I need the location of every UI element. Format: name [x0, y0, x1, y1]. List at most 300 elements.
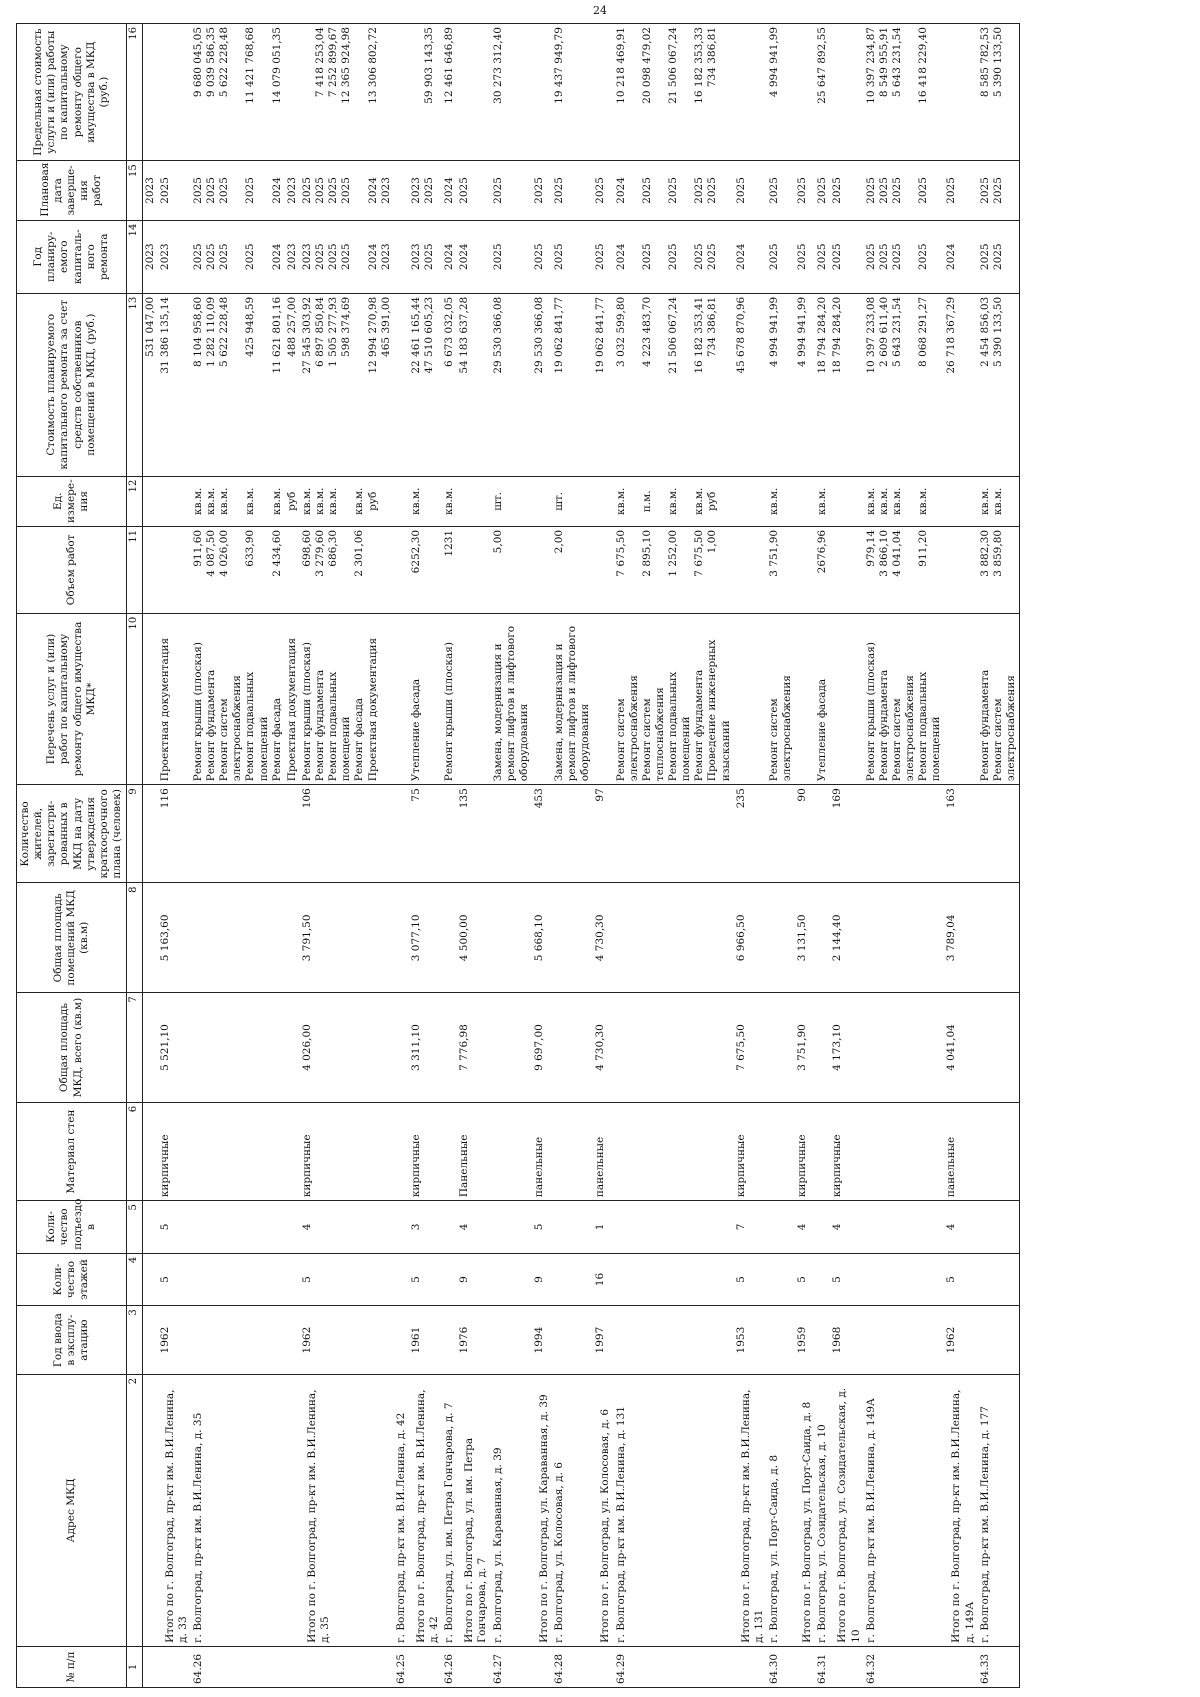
cell-n: 64.32 — [864, 1646, 945, 1687]
cell-work — [142, 613, 158, 784]
cell-line — [231, 297, 244, 473]
column-number-12: 12 — [127, 476, 143, 526]
cell-ent — [442, 1201, 457, 1254]
cell-yr — [142, 1306, 158, 1375]
cell-cost — [491, 293, 532, 476]
cell-fl: 5 — [734, 1253, 767, 1306]
cell-line: кв.м. — [443, 487, 456, 515]
cell-vol — [830, 526, 863, 613]
cell-line: 2025 — [917, 243, 930, 271]
cell-line: 22 461 165,44 — [409, 296, 422, 374]
cell-work — [457, 613, 490, 784]
cell-fl: 5 — [830, 1253, 863, 1306]
cell-addr: г. Волгоград, пр-кт им. В.И.Ленина, д. 42 — [394, 1374, 409, 1646]
cell-y14 — [552, 220, 593, 293]
column-number-5: 5 — [127, 1201, 143, 1254]
cell-vol — [394, 526, 409, 613]
cell-unit — [552, 476, 593, 526]
cell-pa: 2 144,40 — [830, 883, 863, 993]
cell-line: 7 675,50 — [614, 529, 627, 577]
cell-line: 12 365 924,98 — [340, 27, 353, 104]
cell-line: 5 643 231,54 — [890, 296, 903, 367]
cell-y14 — [457, 220, 490, 293]
cell-res — [285, 785, 300, 883]
cell-cost — [442, 293, 457, 476]
cell-line: кв.м. — [314, 487, 326, 515]
column-header-15: Плановая дата заверше-ния работ — [17, 161, 127, 220]
cell-ent: 4 — [457, 1201, 490, 1254]
cell-line: 2025 — [553, 177, 565, 204]
cell-res — [978, 785, 1020, 883]
cell-line: 2025 — [864, 177, 877, 204]
cell-line — [231, 224, 244, 290]
cell-ta — [614, 993, 734, 1103]
cell-ta — [442, 993, 457, 1103]
cell-fl — [142, 1253, 158, 1306]
cell-lim — [158, 24, 191, 161]
cell-y14 — [593, 220, 613, 293]
cell-n: 64.26 — [191, 1646, 285, 1687]
cell-unit — [815, 476, 830, 526]
cell-line: 2025 — [532, 243, 545, 271]
cell-unit — [864, 476, 945, 526]
cell-cost — [795, 293, 815, 476]
cell-work — [944, 613, 977, 784]
cell-ta: 4 041,04 — [944, 993, 977, 1103]
cell-cost — [978, 293, 1020, 476]
cell-vol — [815, 526, 830, 613]
cell-line: 2024 — [443, 243, 456, 271]
cell-ent: 5 — [158, 1201, 191, 1254]
cell-yr: 1976 — [457, 1306, 490, 1375]
cell-line — [654, 224, 667, 290]
cell-line — [904, 297, 917, 473]
cell-line: 2025 — [314, 177, 326, 204]
cell-line: 2 609 611,40 — [877, 296, 890, 367]
column-header-13: Стоимость планируемого капитального ремонта за счет средств собственников помещений в МКД, (руб.) — [17, 293, 127, 476]
cell-line: 2025 — [864, 243, 877, 271]
column-header-7: Общая площадь МКД, всего (кв.м) — [17, 993, 127, 1103]
cell-ta — [285, 993, 300, 1103]
cell-yr — [442, 1306, 457, 1375]
cell-line: 9 680 045,05 — [191, 27, 204, 98]
cell-y14 — [158, 220, 191, 293]
cell-mat — [142, 1102, 158, 1200]
cell-addr: г. Волгоград, ул. Колосовая, д. 6 — [552, 1374, 593, 1646]
cell-fl: 5 — [944, 1253, 977, 1306]
total-row — [944, 24, 977, 1688]
cell-line: 1231 — [443, 529, 456, 557]
cell-line — [680, 480, 693, 523]
cell-yr — [394, 1306, 409, 1375]
work-item: Ремонт подвальных помещений — [917, 671, 943, 782]
cell-n: 64.30 — [767, 1646, 795, 1687]
cell-mat — [864, 1102, 945, 1200]
cell-vol — [491, 526, 532, 613]
cell-line: 6 897 850,84 — [314, 296, 326, 367]
cell-line: 2023 — [143, 177, 156, 204]
cell-y14 — [394, 220, 409, 293]
cell-line: 4 087,50 — [205, 529, 217, 577]
cell-line: кв.м. — [327, 487, 340, 515]
cell-line: 20 098 479,02 — [640, 27, 653, 104]
cell-fl: 5 — [409, 1253, 442, 1306]
cell-res: 106 — [300, 785, 394, 883]
cell-work — [158, 613, 191, 784]
cell-line — [904, 530, 917, 610]
cell-line — [258, 480, 271, 523]
work-item: Замена, модернизация и ремонт лифтов и лифтового оборудования — [553, 625, 592, 782]
cell-addr: Итого по г. Волгоград, ул. им. Петра Гончарова, д. 7 — [457, 1374, 490, 1646]
cell-line: 2025 — [491, 177, 504, 204]
column-header-14: Год планиру-емого капиталь-ного ремонта — [17, 220, 127, 293]
cell-mat: панельные — [944, 1102, 977, 1200]
cell-mat: кирпичные — [734, 1102, 767, 1200]
cell-line: 2025 — [340, 177, 353, 204]
cell-line: 13 306 802,72 — [366, 27, 379, 104]
cell-line: 4 994 941,99 — [767, 27, 780, 98]
cell-mat: кирпичные — [409, 1102, 442, 1200]
page-number: 24 — [593, 4, 607, 17]
cell-n — [532, 1646, 552, 1687]
cell-addr: г. Волгоград, пр-кт им. В.И.Ленина, д. 149А — [864, 1374, 945, 1646]
cell-line: 2025 — [205, 243, 217, 271]
cell-yr — [285, 1306, 300, 1375]
cell-ent: 3 — [409, 1201, 442, 1254]
cell-line: 2025 — [978, 243, 991, 271]
cell-line: 4 026,00 — [218, 529, 231, 577]
cell-pa — [767, 883, 795, 993]
cell-line: кв.м. — [864, 487, 877, 515]
cell-res — [491, 785, 532, 883]
cell-y14 — [442, 220, 457, 293]
cell-line: 45 678 870,96 — [734, 296, 747, 374]
column-number-16: 16 — [127, 24, 143, 161]
cell-n — [944, 1646, 977, 1687]
work-item: Ремонт крыши (плоская) — [191, 642, 204, 782]
cell-pa — [552, 883, 593, 993]
cell-line: 10 397 234,87 — [864, 27, 877, 104]
cell-yr: 1962 — [944, 1306, 977, 1375]
table-body — [142, 24, 1020, 1688]
column-header-1: № п/п — [17, 1646, 127, 1687]
cell-work — [815, 613, 830, 784]
cell-line: 698,60 — [300, 529, 313, 567]
cell-line: 2025 — [423, 177, 435, 204]
cell-line: 12 994 270,98 — [366, 296, 379, 374]
cell-line: кв.м. — [767, 487, 780, 515]
cell-vol — [532, 526, 552, 613]
work-item: Ремонт систем электроснабжения — [991, 675, 1017, 782]
cell-cost — [142, 293, 158, 476]
cell-line: 11 621 801,16 — [270, 296, 283, 374]
cell-yr: 1959 — [795, 1306, 815, 1375]
cell-lim — [767, 24, 795, 161]
cell-line: 25 647 892,55 — [816, 27, 829, 104]
cell-unit — [442, 476, 457, 526]
cell-line: кв.м. — [300, 487, 313, 515]
cell-fl — [442, 1253, 457, 1306]
cell-line: 31 386 135,14 — [158, 296, 171, 374]
cell-line: 4 041,04 — [890, 529, 903, 577]
column-number-3: 3 — [127, 1306, 143, 1375]
cell-line: 911,60 — [191, 529, 204, 567]
table-row — [442, 24, 457, 1688]
cell-yr — [978, 1306, 1020, 1375]
cell-addr: Итого по г. Волгоград, пр-кт им. В.И.Ленина, д. 149А — [944, 1374, 977, 1646]
cell-line: 7 252 899,67 — [327, 27, 340, 98]
cell-vol — [285, 526, 300, 613]
cell-mat — [552, 1102, 593, 1200]
cell-line: 2025 — [640, 243, 653, 271]
cell-vol — [767, 526, 795, 613]
cell-line: 2025 — [816, 177, 829, 204]
cell-yr: 1968 — [830, 1306, 863, 1375]
cell-line: 7 675,50 — [693, 529, 706, 577]
cell-n — [830, 1646, 863, 1687]
cell-n: 64.33 — [978, 1646, 1020, 1687]
cell-line: 2025 — [978, 177, 991, 204]
cell-line: 2 895,10 — [640, 529, 653, 577]
table-row — [864, 24, 945, 1688]
cell-line — [904, 480, 917, 523]
cell-line — [628, 530, 641, 610]
cell-y15 — [491, 161, 532, 220]
cell-line: 2025 — [553, 243, 565, 271]
cell-res: 116 — [158, 785, 191, 883]
cell-line: 2023 — [285, 177, 298, 204]
cell-cost — [394, 293, 409, 476]
cell-ent — [864, 1201, 945, 1254]
cell-cost — [532, 293, 552, 476]
cell-line: 2025 — [218, 177, 231, 204]
cell-line: 2023 — [143, 243, 156, 271]
cell-yr: 1994 — [532, 1306, 552, 1375]
total-row — [532, 24, 552, 1688]
cell-line: 2025 — [327, 243, 340, 271]
cell-line: 2025 — [594, 243, 607, 271]
cell-line — [904, 224, 917, 290]
cell-mat — [394, 1102, 409, 1200]
cell-addr — [142, 1374, 158, 1646]
cell-ent: 1 — [593, 1201, 613, 1254]
cell-line: 2 301,06 — [353, 529, 366, 577]
cell-line: 2025 — [532, 177, 545, 204]
total-row — [457, 24, 490, 1688]
cell-line: 8 068 291,27 — [917, 296, 930, 367]
cell-res — [394, 785, 409, 883]
cell-line: 3 882,30 — [978, 529, 991, 577]
cell-work — [300, 613, 394, 784]
cell-pa: 4 500,00 — [457, 883, 490, 993]
cell-res: 97 — [593, 785, 613, 883]
capital-repair-table — [16, 23, 1020, 1688]
cell-work — [442, 613, 457, 784]
cell-pa: 3 077,10 — [409, 883, 442, 993]
capital-repair-table-sheet — [16, 23, 1174, 1688]
cell-line: 12 461 646,89 — [443, 27, 456, 104]
cell-line: 2023 — [409, 177, 422, 204]
cell-y15 — [978, 161, 1020, 220]
table-row — [394, 24, 409, 1688]
cell-line: 5,00 — [491, 529, 504, 554]
cell-line: 2023 — [379, 243, 392, 271]
cell-y15 — [864, 161, 945, 220]
cell-line: кв.м. — [270, 487, 283, 515]
cell-yr — [491, 1306, 532, 1375]
cell-line — [410, 27, 423, 157]
cell-pa: 6 966,50 — [734, 883, 767, 993]
cell-pa — [285, 883, 300, 993]
cell-unit — [457, 476, 490, 526]
cell-fl — [552, 1253, 593, 1306]
cell-line: 2024 — [443, 177, 456, 204]
cell-line: 27 545 303,92 — [300, 296, 313, 374]
cell-line: 2676,96 — [816, 529, 829, 574]
work-item: Ремонт фундамента — [978, 669, 991, 782]
cell-line: 2025 — [767, 243, 780, 271]
table-row — [552, 24, 593, 1688]
cell-unit — [830, 476, 863, 526]
cell-mat: панельные — [593, 1102, 613, 1200]
cell-y14 — [300, 220, 394, 293]
cell-line: 2025 — [693, 177, 706, 204]
table-row — [978, 24, 1020, 1688]
cell-line — [654, 27, 667, 157]
cell-line — [654, 164, 667, 216]
cell-unit — [491, 476, 532, 526]
cell-lim — [593, 24, 613, 161]
cell-work — [614, 613, 734, 784]
cell-ta — [552, 993, 593, 1103]
cell-n — [285, 1646, 300, 1687]
cell-line: 5 622 228,48 — [218, 296, 231, 367]
cell-y15 — [944, 161, 977, 220]
cell-line — [904, 27, 917, 157]
cell-line: кв.м. — [191, 487, 204, 515]
cell-line — [258, 224, 271, 290]
cell-yr: 1997 — [593, 1306, 613, 1375]
cell-fl: 5 — [795, 1253, 815, 1306]
cell-y15 — [285, 161, 300, 220]
work-item: Проведение инженерных изысканий — [706, 639, 732, 782]
cell-addr: Итого по г. Волгоград, пр-кт им. В.И.Ленина, д. 42 — [409, 1374, 442, 1646]
cell-lim — [795, 24, 815, 161]
cell-line — [680, 297, 693, 473]
cell-ta: 3 751,90 — [795, 993, 815, 1103]
cell-addr: Итого по г. Волгоград, ул. Караванная, д. 39 — [532, 1374, 552, 1646]
cell-line: кв.м. — [890, 487, 903, 515]
cell-vol — [795, 526, 815, 613]
cell-lim — [944, 24, 977, 161]
cell-line: 2025 — [218, 243, 231, 271]
cell-line: 6 673 032,05 — [443, 296, 456, 367]
work-item: Ремонт крыши (плоская) — [864, 642, 877, 782]
cell-fl: 5 — [158, 1253, 191, 1306]
cell-line: 18 794 284,20 — [816, 296, 829, 374]
cell-line: 979,14 — [864, 529, 877, 567]
cell-line: 465 391,00 — [379, 296, 392, 357]
cell-line: 2 434,60 — [270, 529, 283, 577]
cell-line — [628, 224, 641, 290]
cell-pa: 5 163,60 — [158, 883, 191, 993]
cell-line: 21 506 067,24 — [667, 296, 679, 374]
cell-line: 4 223 483,70 — [640, 296, 653, 367]
cell-cost — [285, 293, 300, 476]
cell-line — [231, 530, 244, 610]
cell-line: кв.м. — [205, 487, 217, 515]
cell-n: 64.28 — [552, 1646, 593, 1687]
cell-ta: 9 697,00 — [532, 993, 552, 1103]
cell-line: 2025 — [693, 243, 706, 271]
work-item: Проектная документация — [285, 637, 298, 782]
cell-y14 — [142, 220, 158, 293]
work-item: Ремонт фасада — [270, 697, 283, 782]
cell-yr: 1961 — [409, 1306, 442, 1375]
cell-line: 26 718 367,29 — [945, 296, 958, 374]
column-number-13: 13 — [127, 293, 143, 476]
cell-res: 453 — [532, 785, 552, 883]
cell-work — [830, 613, 863, 784]
cell-res: 135 — [457, 785, 490, 883]
cell-line — [680, 164, 693, 216]
total-row — [300, 24, 394, 1688]
column-number-row — [127, 24, 143, 1688]
cell-ta: 4 026,00 — [300, 993, 394, 1103]
cell-fl — [978, 1253, 1020, 1306]
cell-cost — [191, 293, 285, 476]
cell-work — [409, 613, 442, 784]
cell-y15 — [442, 161, 457, 220]
cell-line: 2025 — [706, 177, 719, 204]
cell-fl: 9 — [457, 1253, 490, 1306]
total-row — [593, 24, 613, 1688]
cell-mat: кирпичные — [300, 1102, 394, 1200]
cell-work — [864, 613, 945, 784]
cell-ent: 4 — [944, 1201, 977, 1254]
cell-y15 — [734, 161, 767, 220]
total-row — [830, 24, 863, 1688]
column-header-5: Коли-чество подъездо в — [17, 1201, 127, 1254]
cell-line: 2025 — [991, 177, 1004, 204]
cell-pa — [191, 883, 285, 993]
table-row — [285, 24, 300, 1688]
cell-line: 2025 — [594, 177, 607, 204]
cell-line: п.м. — [640, 490, 653, 513]
cell-line: 2025 — [667, 243, 679, 271]
cell-cost — [409, 293, 442, 476]
cell-work — [394, 613, 409, 784]
cell-line: 734 386,81 — [706, 296, 719, 357]
cell-unit — [158, 476, 191, 526]
cell-lim — [394, 24, 409, 161]
total-row — [734, 24, 767, 1688]
cell-line — [340, 530, 353, 610]
cell-ent: 4 — [300, 1201, 394, 1254]
work-item: Ремонт систем теплоснабжения — [640, 687, 666, 782]
cell-line: 2025 — [458, 177, 471, 204]
cell-line — [258, 297, 271, 473]
cell-y15 — [158, 161, 191, 220]
cell-vol — [593, 526, 613, 613]
cell-cost — [593, 293, 613, 476]
cell-ent — [552, 1201, 593, 1254]
cell-y15 — [532, 161, 552, 220]
cell-cost — [300, 293, 394, 476]
cell-mat: Панельные — [457, 1102, 490, 1200]
cell-cost — [614, 293, 734, 476]
cell-lim — [815, 24, 830, 161]
